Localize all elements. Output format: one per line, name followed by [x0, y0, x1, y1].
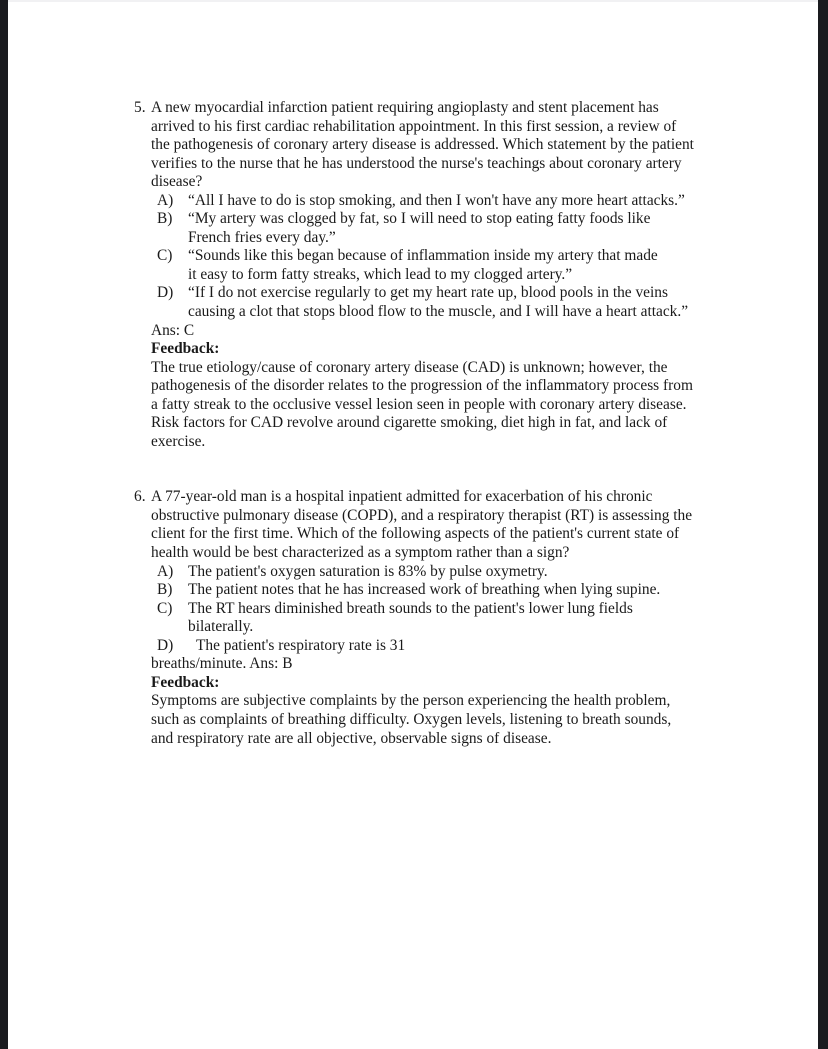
- option-letter: B): [157, 210, 173, 228]
- feedback-line: and respiratory rate are all objective, observable signs of disease.: [151, 729, 552, 747]
- question-stem-line: the pathogenesis of coronary artery disease is addressed. Which statement by the patient: [151, 136, 694, 154]
- option-letter: B): [157, 581, 173, 599]
- feedback-line: pathogenesis of the disorder relates to the progression of the inflammatory process from: [151, 377, 693, 395]
- question-number: 5.: [134, 99, 146, 116]
- option-letter: A): [157, 562, 174, 580]
- question-stem-line: A new myocardial infarction patient requiring angioplasty and stent placement has: [151, 99, 659, 116]
- option-text-line: The patient's respiratory rate is 31: [196, 636, 406, 654]
- option-text-line: “If I do not exercise regularly to get my heart rate up, blood pools in the veins: [188, 284, 668, 302]
- feedback-line: such as complaints of breathing difficulty. Oxygen levels, listening to breath sounds,: [151, 710, 672, 728]
- option-d: [157, 284, 758, 321]
- option-letter: C): [157, 599, 173, 617]
- option-a: [157, 192, 758, 211]
- option-letter: D): [157, 284, 174, 302]
- question-stem-line: A 77-year-old man is a hospital inpatient admitted for exacerbation of his chronic: [151, 488, 653, 506]
- option-text-line: it easy to form fatty streaks, which lead to my clogged artery.”: [188, 265, 573, 283]
- option-text-line: “My artery was clogged by fat, so I will need to stop eating fatty foods like: [188, 210, 651, 228]
- question-stem-line: health would be best characterized as a symptom rather than a sign?: [151, 544, 570, 562]
- feedback-line: a fatty streak to the occlusive vessel lesion seen in people with coronary artery disease.: [151, 395, 687, 413]
- option-d: [157, 637, 758, 656]
- option-text-line: causing a clot that stops blood flow to the muscle, and I will have a heart attack.”: [188, 303, 689, 321]
- question-stem-line: disease?: [151, 173, 203, 191]
- question-stem-line: verifies to the nurse that he has understood the nurse's teachings about coronary artery: [151, 154, 682, 172]
- feedback-label: Feedback:: [151, 673, 220, 691]
- option-b: [157, 581, 758, 600]
- option-text-line: French fries every day.”: [188, 228, 336, 246]
- option-letter: C): [157, 247, 173, 265]
- option-text-line: The patient notes that he has increased work of breathing when lying supine.: [188, 581, 661, 599]
- question-5: [134, 99, 758, 451]
- option-b: [157, 210, 758, 247]
- option-text-line: The RT hears diminished breath sounds to the patient's lower lung fields: [188, 599, 633, 617]
- question-number: 6.: [134, 488, 146, 506]
- answer-line: breaths/minute. Ans: B: [151, 655, 293, 673]
- page-content: [8, 2, 818, 748]
- option-c: [157, 247, 758, 284]
- feedback-line: Symptoms are subjective complaints by the person experiencing the health problem,: [151, 692, 671, 710]
- option-letter: A): [157, 191, 174, 209]
- option-text-line: “Sounds like this began because of inflammation inside my artery that made: [188, 247, 658, 265]
- document-page: [8, 0, 818, 1049]
- feedback-label: Feedback:: [151, 340, 220, 358]
- option-text-line: The patient's oxygen saturation is 83% by pulse oxymetry.: [188, 562, 548, 580]
- feedback-line: Risk factors for CAD revolve around cigarette smoking, diet high in fat, and lack of: [151, 414, 668, 432]
- option-text-line: bilaterally.: [188, 618, 254, 636]
- option-a: [157, 563, 758, 582]
- question-stem-line: client for the first time. Which of the following aspects of the patient's current state of: [151, 525, 680, 543]
- feedback-line: exercise.: [151, 432, 206, 450]
- question-stem-line: arrived to his first cardiac rehabilitation appointment. In this first session, a review of: [151, 117, 677, 135]
- question-stem-line: obstructive pulmonary disease (COPD), and a respiratory therapist (RT) is assessing the: [151, 506, 693, 524]
- answer-line: Ans: C: [151, 321, 195, 339]
- option-text-line: “All I have to do is stop smoking, and then I won't have any more heart attacks.”: [188, 191, 685, 209]
- feedback-line: The true etiology/cause of coronary artery disease (CAD) is unknown; however, the: [151, 358, 668, 376]
- option-c: [157, 600, 758, 637]
- question-6: [134, 488, 758, 748]
- option-letter: D): [157, 636, 174, 654]
